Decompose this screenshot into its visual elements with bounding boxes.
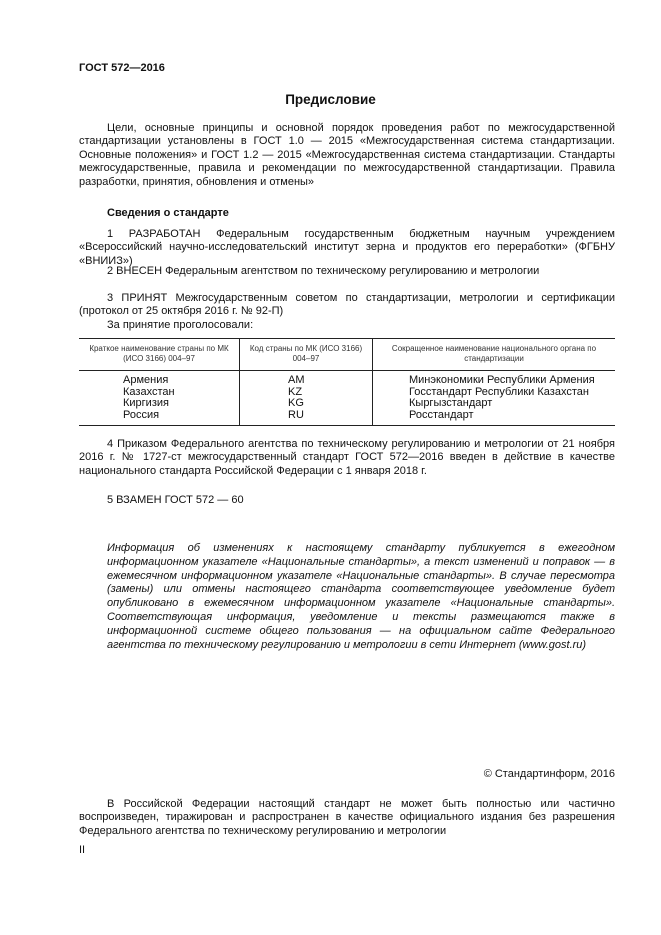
header-code: Код страны по МК (ИСО 3166) 004–97 — [240, 339, 373, 371]
info-item-replaces: 5 ВЗАМЕН ГОСТ 572 — 60 — [107, 494, 244, 506]
voted-label: За принятие проголосовали: — [107, 319, 254, 331]
vote-table-header-row — [79, 339, 615, 371]
header-country: Краткое наименование страны по МК (ИСО 3166) 004–97 — [79, 339, 240, 371]
info-item-enacted: 4 Приказом Федерального агентства по техническому регулированию и метрологии от 21 ноября 2016 г. № 1727-ст межгосударственный стандарт ГОСТ 572—2016 введен в действие в качестве национального стандарта Российской Федерации с 1 января 2018 г. — [79, 438, 615, 477]
country-cell: Киргизия — [123, 397, 169, 410]
header-body: Сокращенное наименование национального органа по стандартизации — [373, 339, 616, 371]
body-cell: Госстандарт Республики Казахстан — [373, 387, 616, 399]
country-cell: Казахстан — [123, 385, 175, 398]
page-number: II — [79, 844, 86, 856]
body-cell: Росстандарт — [373, 410, 616, 426]
table-row — [79, 398, 615, 410]
code-cell: KZ — [240, 387, 373, 399]
vote-table — [79, 338, 615, 426]
table-row — [79, 410, 615, 426]
document-code-header: ГОСТ 572—2016 — [79, 62, 165, 74]
country-cell: Россия — [79, 410, 240, 426]
info-item-adopted: 3 ПРИНЯТ Межгосударственным советом по стандартизации, метрологии и сертификации (протокол от 25 октября 2016 г. № 92-П) — [79, 292, 615, 318]
standard-info-heading: Сведения о стандарте — [107, 207, 229, 219]
code-cell: AM — [240, 371, 373, 387]
table-row — [79, 371, 615, 387]
body-cell: Кыргызстандарт — [373, 398, 616, 410]
reproduction-notice: В Российской Федерации настоящий стандарт не может быть полностью или частично воспроизведен, тиражирован и распространен в качестве официального издания без разрешения Федерального агентства по техническому регулированию и метрологии — [79, 798, 615, 837]
body-cell: Минэкономики Республики Армения — [373, 371, 616, 387]
code-cell: KG — [240, 398, 373, 410]
code-cell: RU — [240, 410, 373, 426]
preface-title: Предисловие — [285, 92, 376, 107]
changes-information: Информация об изменениях к настоящему стандарту публикуется в ежегодном информационном указателе «Национальные стандарты», а текст изменений и поправок — в ежемесячном информационном указателе «Национальные стандарты». В случае пересмотра (замены) или отмены настоящего стандарта соответствующее уведомление будет опубликовано в ежемесячном информационном указателе «Национальные стандарты». Соответствующая информация, уведомление и тексты размещаются также в информационной системе общего пользования — на официальном сайте Федерального агентства по техническому регулированию и метрологии в сети Интернет (www.gost.ru) — [107, 542, 615, 651]
country-cell: Армения — [123, 374, 169, 386]
info-item-developed: 1 РАЗРАБОТАН Федеральным государственным бюджетным научным учреждением «Всероссийский научно-исследовательский институт зерна и продуктов его переработки» (ФГБНУ «ВНИИЗ») — [79, 228, 615, 267]
copyright: © Стандартинформ, 2016 — [483, 768, 615, 780]
info-item-submitted: 2 ВНЕСЕН Федеральным агентством по техническому регулированию и метрологии — [107, 265, 540, 277]
preface-intro: Цели, основные принципы и основной порядок проведения работ по межгосударственной стандартизации установлены в ГОСТ 1.0 — 2015 «Межгосударственная система стандартизации. Основные положения» и ГОСТ 1.2 — 2015 «Межгосударственная система стандартизации. Стандарты межгосударственные, правила и рекомендации по межгосударственной стандартизации. Правила разработки, принятия, обновления и отмены» — [79, 122, 615, 188]
